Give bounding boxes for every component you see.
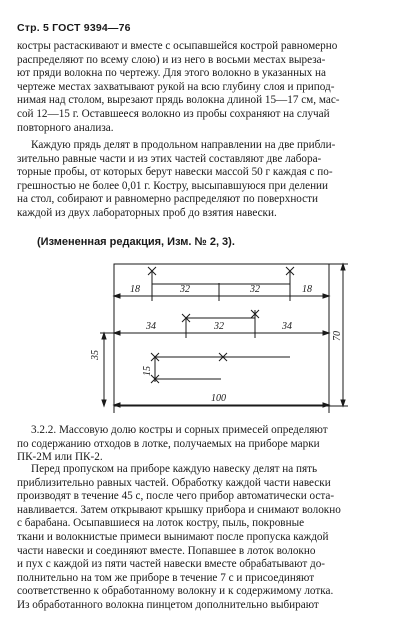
text-line: на стол, собирают и равномерно распределяют по поверхности	[17, 193, 319, 206]
dim-label: 32	[180, 284, 190, 295]
text-line: соответственно к обработанному волокну и к содержимому лотка.	[17, 585, 334, 598]
text-line: чертеже местах захватывают рукой на всю глубину слоя и припод-	[17, 80, 335, 93]
paragraph-processing	[17, 463, 402, 613]
standard-number: ГОСТ 9394—76	[52, 22, 131, 34]
text-line: каждой из двух лабораторных проб до взятия навески.	[17, 206, 277, 219]
text-line: полнительно на том же приборе в течение 7 с и присоединяют	[17, 571, 315, 584]
dim-label: 32	[214, 321, 224, 332]
dim-label: 32	[250, 284, 260, 295]
text-line: повторного анализа.	[17, 121, 114, 134]
text-line: с барабана. Осыпавшиеся на лоток костру, пыль, покровные	[17, 517, 305, 530]
text-line: 3.2.2. Массовую долю костры и сорных примесей определяют	[31, 424, 328, 436]
text-line: Перед пропуском на приборе каждую навеску делят на пять	[31, 463, 318, 475]
table-outline	[114, 264, 329, 406]
text-line: сой 12—15 г. Оставшееся волокно из пробы сохраняют на случай	[17, 107, 330, 120]
page-number: Стр. 5	[17, 22, 50, 34]
text-line: части навески и соединяют вместе. Попавшее в лоток волокно	[17, 544, 316, 557]
text-line: костры растаскивают и вместе с осыпавшейся кострой равномерно	[17, 40, 338, 52]
dim-label: 18	[302, 284, 312, 295]
text-line: и пух с каждой из пяти частей навески вместе обрабатывают до-	[17, 558, 326, 571]
dim-label: 100	[211, 393, 226, 404]
text-line: по содержанию отходов в лотке, получаемых на приборе марки	[17, 437, 320, 450]
text-line: Из обработанного волокна пинцетом дополнительно выбирают	[17, 598, 319, 611]
dim-label: 34	[146, 321, 156, 332]
text-line: ПК-2М или ПК-2.	[17, 451, 103, 464]
text-line: грешностью не более 0,01 г. Костру, высыпавшуюся при делении	[17, 179, 329, 192]
text-line: распределяют по всему слою) и из него в восьми местах выреза-	[17, 53, 326, 66]
text-line: нимая над столом, вырезают прядь волокна длиной 15—17 см, мас-	[17, 94, 340, 107]
text-line: Каждую прядь делят в продольном направлении на две прибли-	[31, 139, 336, 151]
dim-label: 15	[142, 366, 153, 376]
text-line: ют пряди волокна по чертежу. Для этого волокно в указанных на	[17, 67, 326, 80]
dim-label: 70	[332, 331, 343, 341]
text-line: приблизительно равных частей. Обработку каждой части навески	[17, 476, 331, 489]
text-line: ткани и волокнистые примеси вынимают после пропуска каждой	[17, 530, 329, 543]
text-line: навливается. Затем открывают крышку прибора и снимают волокно	[17, 503, 341, 516]
text-line: зительно равные части и из этих частей составляют две лабора-	[17, 152, 322, 165]
paragraph-3-2-2	[17, 424, 402, 465]
text-line: производят в течение 45 с, после чего прибор автоматически оста-	[17, 490, 335, 503]
dim-label: 18	[130, 284, 140, 295]
edition-note: (Измененная редакция, Изм. № 2, 3).	[37, 236, 235, 248]
text-line: торные пробы, от которых берут навески массой 50 г каждая с по-	[17, 166, 333, 179]
dim-label: 34	[282, 321, 292, 332]
dim-label: 35	[90, 350, 101, 360]
